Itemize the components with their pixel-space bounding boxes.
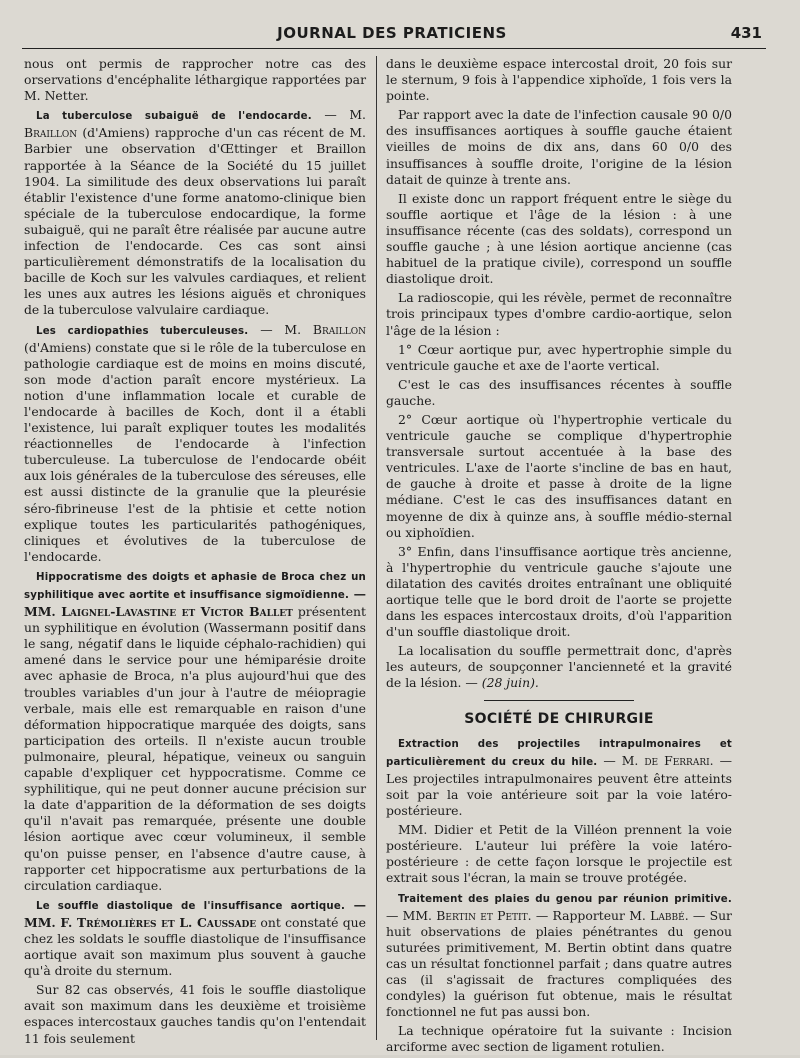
dash: — M. [248,321,313,337]
article-body: (d'Amiens) rapproche d'un cas récent de M. Barbier une observation d'Œttinger et Braillon rapportée à la Séance de la Société du 15 juillet 1904. La similitude des deux observations lui paraît établir l'existence d'une forme anatomo-clinique bien spéciale de la tuberculose endocardique, la forme subaiguë, qui ne paraît être réalisée par aucune autre infection de l'endocarde. Ces cas sont ainsi particulièrement démonstratifs de la localisation du bacille de Koch sur les valvules cardiaques, et relient les unes aux autres les lésions aiguës et chroniques de la tuberculose valvulaire cardiaque. [24,125,366,318]
article-body: (d'Amiens) constate que si le rôle de la tuberculose en pathologie cardiaque est de moins en moins discuté, son mode d'action paraît encore mystérieux. La notion d'une inflammation locale et curable de l'endocarde à bacilles de Koch, dont il a établi l'existence, lui paraît expliquer toutes les modalités réactionnelles de l'endocarde à l'infection tuberculeuse. La tuberculose de l'endocarde obéit aux lois générales de la tuberculose des séreuses, elle est aussi distincte de la granulie que la pleurésie séro-fibrineuse l'est de la phtisie et cette notion explique toutes les particularités pathogéniques, cliniques et évolutives de la tuberculose de l'endocarde. [24,339,366,564]
article-body: . — Sur huit observations de plaies pénétrantes du genou suturées primitivement, M. Bertin obtint dans quatre cas un résultat fonctionnel parfait ; dans quatre autres cas (il s'agissait de fractures compliquées des condyles) la guérison fut obtenue, mais le résultat fonctionnel ne fut pas aussi bon. [386,907,732,1020]
dash: — MM. [24,586,366,620]
author-name: de Ferrari [644,752,710,768]
section-rule [484,700,634,701]
dash: — MM. [386,907,437,923]
date: (28 juin). [481,675,539,691]
paragraph: dans le deuxième espace intercostal droit, 20 fois sur le sternum, 9 fois à l'appendice xiphoïde, 1 fois vers la pointe. [386,56,732,104]
article-body: ont constaté que chez les soldats le souffle diastolique de l'insuffisance aortique avait son maximum plus souvent à gauche qu'à droite du sternum. [24,914,366,979]
dash: — M. [311,107,366,123]
article-hippocratisme [24,568,366,894]
paragraph: C'est le cas des insuffisances récentes à souffle gauche. [386,376,732,408]
column-divider [376,56,377,1040]
author-name: Braillon [312,321,366,337]
paragraph: La technique opératoire fut la suivante : Incision arciforme avec section de ligament rotulien. [386,1023,732,1055]
paragraph: Il existe donc un rapport fréquent entre le siège du souffle aortique et l'âge de la lésion : à une insuffisance récente (cas des soldats), correspond un souffle gauche ; à une lésion aortique ancienne (cas habituel de la pratique civile), correspond un souffle diastolique droit. [386,190,732,287]
article-tuberculose-subaigue [24,107,366,318]
article-body: présentent un syphilitique en évolution (Wassermann positif dans le sang, négatif dans le liquide céphalo-rachidien) qui amené dans le service pour une hémiparésie droite avec aphasie de Broca, n'a plus aujourd'hui que des troubles variables d'un jour à l'autre de méiopragie verbale, mais elle est remarquable en raison d'une déformation hippocratique marquée des doigts, sans participation des orteils. Il n'existe aucun trouble pulmonaire, pleural, hépatique, veineux ou sanguin capable d'expliquer cet hyppocratisme. Comme ce syphilitique, qui ne peut donner aucune précision sur la date d'apparition de la déformation de ses doigts qu'il n'avait pas remarquée, présente une double lésion aortique avec cœur volumineux, il semble qu'on puisse penser, en l'absence d'autre cause, à rapporter cet hippocratisme aux perturbations de la circulation cardiaque. [24,604,366,893]
dash: — MM. [24,896,366,930]
paragraph-body: La localisation du souffle permettrait donc, d'après les auteurs, de soupçonner l'ancienneté et la gravité de la lésion. — [386,643,732,691]
page-number: 431 [730,24,762,42]
author-names: Laignel-Lavastine et Victor Ballet [61,604,293,620]
article-heading: Les cardiopathies tuberculeuses. [36,325,249,337]
left-column [24,56,366,1050]
article-cardiopathies [24,322,366,565]
author-names: F. Trémolières et L. Caussade [60,914,257,930]
paragraph: Sur 82 cas observés, 41 fois le souffle diastolique avait son maximum dans les deuxième et troisième espaces intercostaux gauches tandis qu'on l'entendait 11 fois seulement [24,982,366,1046]
paragraph: 3° Enfin, dans l'insuffisance aortique très ancienne, à l'hypertrophie du ventricule gauche s'ajoute une dilatation des cavités droites entraînant une obliquité aortique telle que le bord droit de l'aorte se projette dans les espaces intercostaux droits, d'où l'apparition d'un souffle diastolique droit. [386,543,732,640]
page-header [22,22,762,44]
author-names: Bertin et Petit [436,907,528,923]
article-plaies-genou [386,890,732,1021]
dash: — M. [597,752,645,768]
paragraph: Par rapport avec la date de l'infection causale 90 0/0 des insuffisances aortiques à souffle gauche étaient vieilles de moins de dix ans, dans 60 0/0 des insuffisances à souffle droite, l'origine de la lésion datait de quinze à trente ans. [386,107,732,187]
paragraph: 1° Cœur aortique pur, avec hypertrophie simple du ventricule gauche et axe de l'aorte vertical. [386,341,732,373]
article-projectiles [386,735,732,819]
header-rule [22,48,766,49]
article-heading: Traitement des plaies du genou par réunion primitive. [398,893,732,905]
paragraph: MM. Didier et Petit de la Villéon prennent la voie postérieure. L'auteur lui préfère la voie latéro-postérieure : de cette façon lorsque le projectile est extrait sous l'écran, la main se trouve protégée. [386,822,732,886]
article-heading: Hippocratisme des doigts et aphasie de Broca chez un syphilitique avec aortite et insuffisance sigmoïdienne. [24,571,366,601]
paragraph: La radioscopie, qui les révèle, permet de reconnaître trois principaux types d'ombre cardio-aortique, selon l'âge de la lésion : [386,290,732,338]
article-heading: La tuberculose subaiguë de l'endocarde. [36,111,312,123]
article-body: . — Les projectiles intrapulmonaires peuvent être atteints soit par la voie antérieure soit par la voie latéro-postérieure. [386,752,732,819]
article-heading: Le souffle diastolique de l'insuffisance aortique. [36,900,346,912]
reporter-label: . — Rapporteur M. [527,907,651,923]
journal-title: JOURNAL DES PRATICIENS [277,24,507,42]
paragraph: nous ont permis de rapprocher notre cas des orservations d'encéphalite léthargique rapportées par M. Netter. [24,56,366,104]
reporter-name: Labbé [650,907,685,923]
author-name: Braillon [24,125,78,141]
paragraph [386,643,732,691]
article-heading: Extraction des projectiles intrapulmonaires et particulièrement du creux du hile. [386,738,732,768]
article-souffle-diastolique [24,897,366,979]
right-column [386,56,732,1058]
section-title: SOCIÉTÉ DE CHIRURGIE [464,710,654,727]
paragraph: 2° Cœur aortique où l'hypertrophie verticale du ventricule gauche se complique d'hypertrophie transversale surtout accentuée à la base des ventricules. L'axe de l'aorte s'incline de bas en haut, de gauche à droite et passe à droite de la ligne médiane. C'est le cas des insuffisances datant en moyenne de dix à quinze ans, à souffle médio-sternal ou xiphoïdien. [386,411,732,540]
